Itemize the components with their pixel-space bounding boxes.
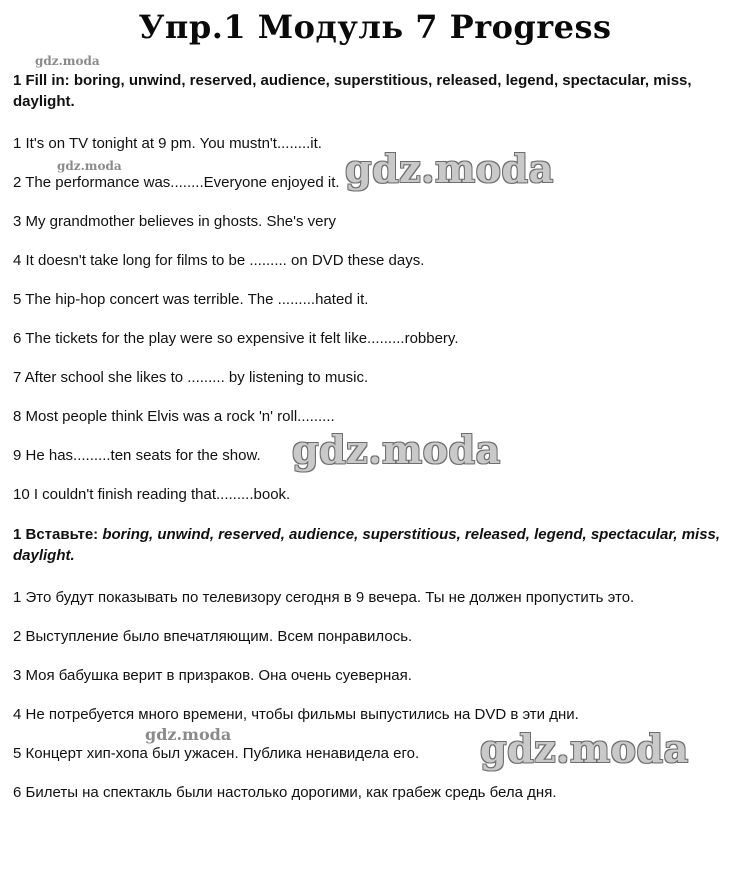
sentence-en-1: 1 It's on TV tonight at 9 pm. You mustn't........it.: [13, 135, 322, 152]
task-prefix-ru: 1 Вставьте:: [13, 526, 103, 543]
sentence-en-2: 2 The performance was........Everyone enjoyed it.: [13, 174, 340, 191]
watermark-large: gdz.moda: [345, 146, 554, 191]
watermark-small: gdz.moda: [57, 159, 122, 173]
sentence-en-6: 6 The tickets for the play were so expensive it felt like.........robbery.: [13, 330, 459, 347]
watermark-small: gdz.moda: [35, 54, 100, 68]
sentence-en-3: 3 My grandmother believes in ghosts. She's very: [13, 213, 337, 230]
sentence-ru-3: 3 Моя бабушка верит в призраков. Она очень суеверная.: [13, 667, 412, 684]
task-words-ru: boring, unwind, reserved, audience, superstitious, released, legend, spectacular, miss, daylight.: [13, 526, 721, 564]
sentence-ru-2: 2 Выступление было впечатляющим. Всем понравилось.: [13, 628, 413, 645]
sentence-en-7: 7 After school she likes to ......... by listening to music.: [13, 369, 369, 386]
sentence-en-10: 10 I couldn't finish reading that.........book.: [13, 486, 291, 503]
sentence-ru-4: 4 Не потребуется много времени, чтобы фильмы выпустились на DVD в эти дни.: [13, 706, 579, 723]
sentence-en-4: 4 It doesn't take long for films to be ......... on DVD these days.: [13, 252, 425, 269]
sentence-en-8: 8 Most people think Elvis was a rock 'n' roll.........: [13, 408, 335, 425]
task-heading-ru: [13, 524, 738, 566]
sentence-en-5: 5 The hip-hop concert was terrible. The .........hated it.: [13, 291, 369, 308]
page-title: Упр.1 Модуль 7 Progress: [138, 8, 612, 46]
sentence-ru-1: 1 Это будут показывать по телевизору сегодня в 9 вечера. Ты не должен пропустить это.: [13, 589, 635, 606]
task-words-en: boring, unwind, reserved, audience, superstitious, released, legend, spectacular, miss, daylight.: [13, 72, 692, 110]
sentence-ru-6: 6 Билеты на спектакль были настолько дорогими, как грабеж средь бела дня.: [13, 784, 557, 801]
task-heading-en: [13, 70, 738, 112]
watermark-small: gdz.moda: [145, 725, 232, 744]
sentence-en-9: 9 He has.........ten seats for the show.: [13, 447, 261, 464]
task-prefix-en: 1 Fill in:: [13, 72, 74, 89]
watermark-large: gdz.moda: [292, 427, 501, 472]
watermark-large: gdz.moda: [480, 726, 689, 771]
sentence-ru-5: 5 Концерт хип-хопа был ужасен. Публика ненавидела его.: [13, 745, 420, 762]
